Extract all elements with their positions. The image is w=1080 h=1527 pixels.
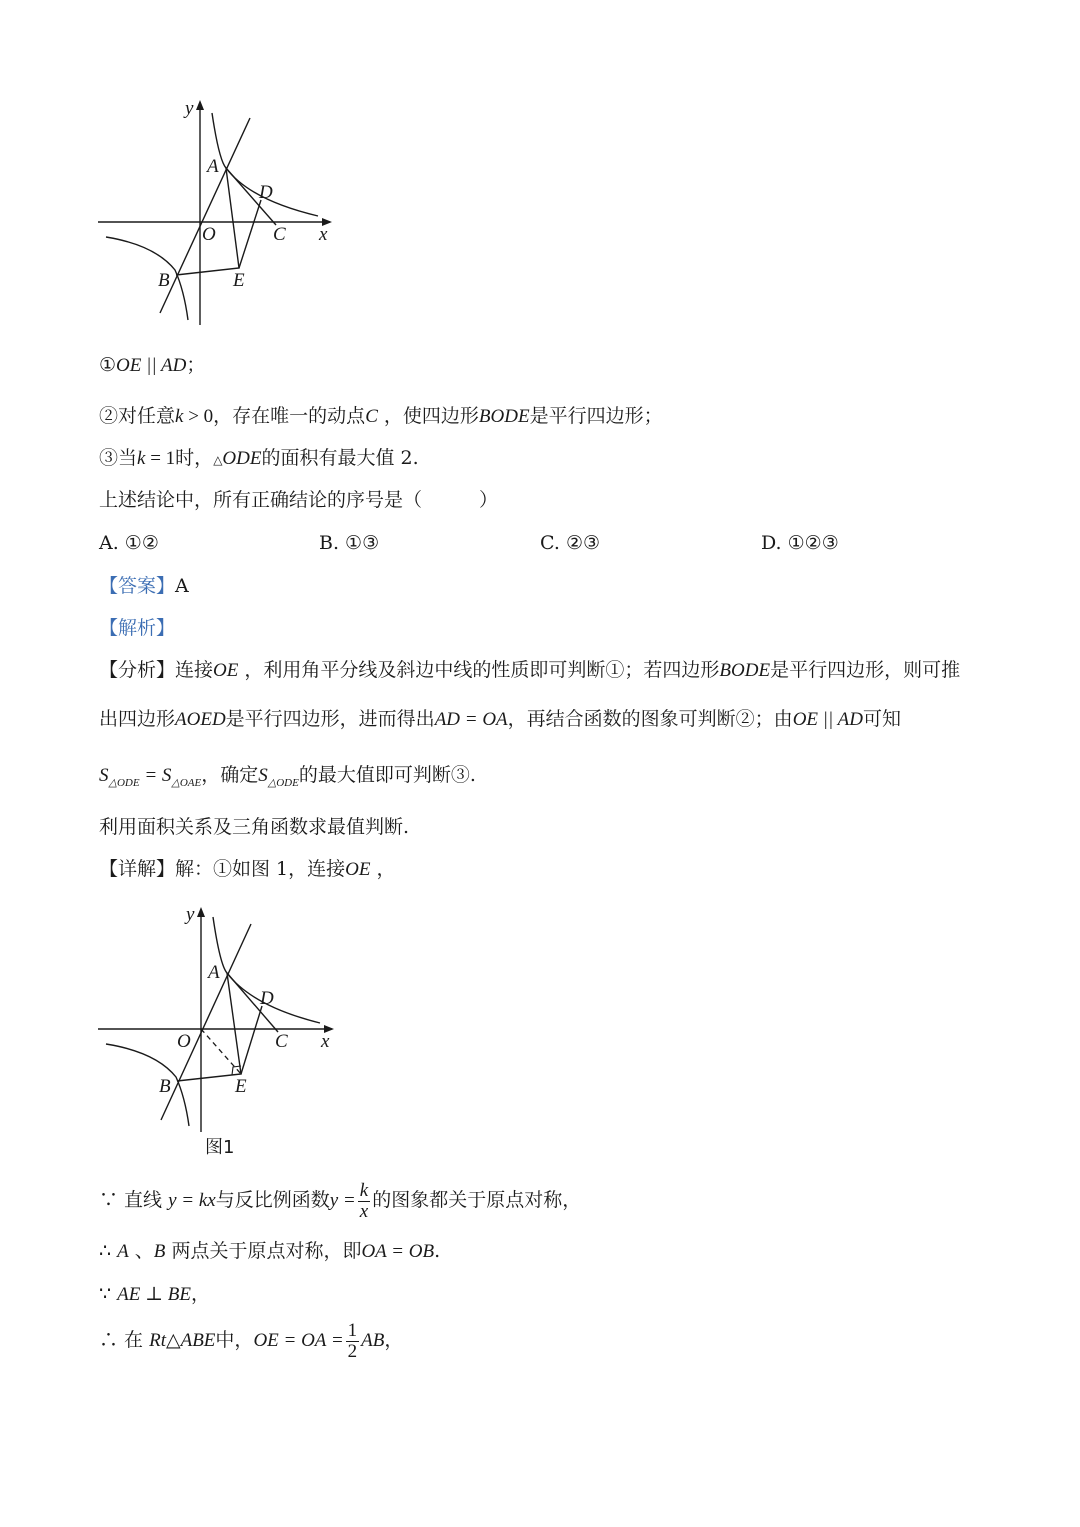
proof-line-2: ∴ A 、B 两点关于原点对称，即OA = OB. [99, 1240, 441, 1262]
fig1-label-y: y [185, 98, 194, 119]
figure-2 [90, 900, 350, 1165]
option-d: D. ①②③ [761, 532, 839, 554]
fenxi-line-1: 【分析】连接OE ，利用角平分线及斜边中线的性质即可判断①；若四边形BODE是平行四边形，则可推 [99, 659, 961, 681]
analysis-label: 【解析】 [99, 617, 176, 639]
fig2-label-a: A [208, 962, 220, 983]
option-c: C. ②③ [540, 532, 601, 554]
option-a: A. ①② [99, 532, 159, 554]
statement-2: ②对任意k > 0，存在唯一的动点C ，使四边形BODE是平行四边形； [99, 405, 663, 427]
fenxi-line-4: 利用面积关系及三角函数求最值判断. [99, 816, 410, 838]
fig2-label-e: E [235, 1076, 247, 1097]
fraction-k-over-x: $\frac{k}{x}$ [359, 1179, 369, 1222]
fenxi-line-2: 出四边形AOED是平行四边形，进而得出AD = OA，再结合函数的图象可判断②；由OE || AD可知 [99, 708, 901, 730]
fig2-label-o: O [177, 1031, 191, 1052]
fig2-label-d: D [260, 988, 274, 1009]
fig1-label-e: E [233, 270, 245, 291]
fig2-label-b: B [159, 1076, 171, 1097]
answer-line: 【答案】A [99, 575, 189, 597]
proof-line-1: ∵ 直线 y = kx与反比例函数y = $\frac{k}{x}$ 的图象都关于原点对称， [99, 1179, 582, 1222]
fraction-one-half: $\frac{1}{2}$ [347, 1319, 358, 1362]
fig1-label-o: O [202, 224, 216, 245]
fig2-label-c: C [275, 1031, 288, 1052]
fig1-label-a: A [207, 156, 219, 177]
figure-1 [90, 95, 350, 330]
fig2-caption: 图1 [205, 1137, 235, 1158]
statement-3: ③当k = 1时，△ODE的面积有最大值 2. [99, 447, 419, 469]
fig1-label-b: B [158, 270, 170, 291]
fenxi-line-3: $S_{\triangle ODE} = S_{\triangle OAE}$，确定$S_{\triangle ODE}$的最大值即可判断③. [99, 764, 476, 789]
fig1-label-x: x [319, 224, 328, 245]
proof-line-3: ∵ AE ⊥ BE， [99, 1283, 210, 1305]
fig1-label-c: C [273, 224, 286, 245]
fig2-label-y: y [186, 904, 195, 925]
proof-line-4: ∴ 在 Rt△ABE中，OE = OA = $\frac{1}{2}$ AB， [99, 1319, 404, 1362]
fig1-label-d: D [259, 182, 273, 203]
question-text: 上述结论中，所有正确结论的序号是（ ） [99, 489, 499, 511]
detail-line: 【详解】解：①如图 1，连接OE ， [99, 858, 396, 880]
fig2-label-x: x [321, 1031, 330, 1052]
option-b: B. ①③ [319, 532, 380, 554]
statement-1: ①OE || AD； [99, 354, 206, 376]
